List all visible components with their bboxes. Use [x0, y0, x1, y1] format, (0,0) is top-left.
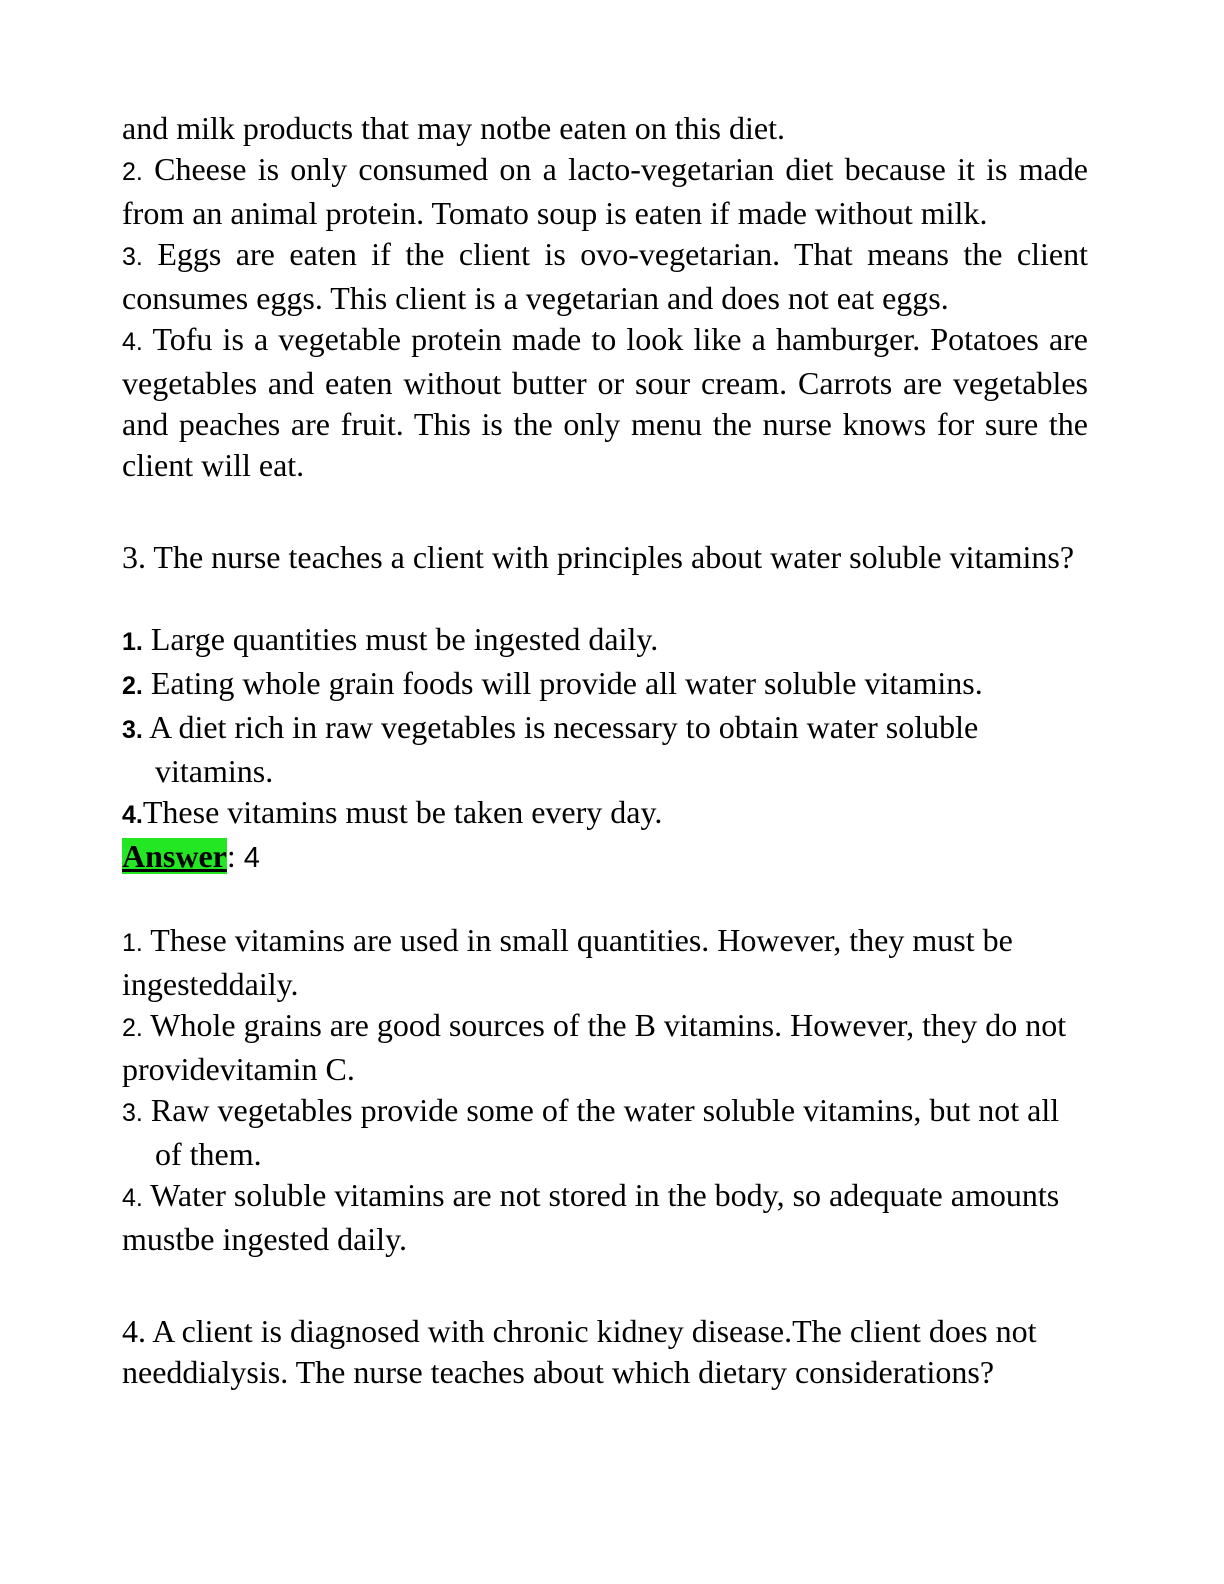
option-number: 2. [122, 672, 143, 700]
rationale-lead: and milk products that may notbe eaten on this diet. [122, 110, 785, 146]
option-text: A diet rich in raw vegetables is necessary to obtain water soluble vitamins. [149, 709, 979, 789]
answer-value: 4 [243, 842, 260, 874]
rationale-number: 3. [122, 1099, 143, 1127]
rationale-item [122, 920, 1088, 1005]
rationale-item [122, 149, 1088, 234]
spacer [122, 879, 1088, 920]
question-3-stem: 3. The nurse teaches a client with principles about water soluble vitamins? [122, 539, 1075, 575]
rationale-text: Tofu is a vegetable protein made to look like a hamburger. Potatoes are vegetables and eaten without butter or sour cream. Carrots are vegetables and peaches are fruit. This is the only menu the nurse knows for sure the client will eat. [122, 321, 1089, 483]
spacer [122, 578, 1088, 619]
rationale-number: 4. [122, 1184, 143, 1212]
option-number: 1. [122, 628, 143, 656]
rationale-number: 3. [122, 243, 143, 271]
rationale-text: Whole grains are good sources of the B vitamins. However, they do not providevitamin C. [122, 1007, 1067, 1087]
rationale-number: 4. [122, 328, 143, 356]
rationale-text: Eggs are eaten if the client is ovo-vegetarian. That means the client consumes eggs. This client is a vegetarian and does not eat eggs. [122, 236, 1088, 316]
answer-separator: : [226, 838, 236, 874]
spacer [122, 1260, 1088, 1311]
rationale-item [122, 1175, 1088, 1260]
rationale-item [122, 319, 1088, 486]
option-3 [122, 707, 1088, 792]
option-number: 4. [122, 801, 143, 829]
rationale-number: 2. [122, 158, 143, 186]
rationale-text: These vitamins are used in small quantities. However, they must be ingesteddaily. [122, 922, 1013, 1002]
option-text: Eating whole grain foods will provide all water soluble vitamins. [150, 665, 983, 701]
rationale-text: Water soluble vitamins are not stored in the body, so adequate amounts mustbe ingested daily. [122, 1177, 1060, 1257]
rationale-text: Raw vegetables provide some of the water soluble vitamins, but not all of them. [150, 1092, 1060, 1172]
rationale-text: Cheese is only consumed on a lacto-vegetarian diet because it is made from an animal protein. Tomato soup is eaten if made without milk. [122, 151, 1089, 231]
option-text: Large quantities must be ingested daily. [150, 621, 659, 657]
answer-label: Answer [122, 838, 227, 874]
option-number: 3. [122, 716, 143, 744]
rationale-item [122, 1090, 1088, 1175]
option-1 [122, 619, 1088, 663]
question-4-stem: 4. A client is diagnosed with chronic kidney disease.The client does not needdialysis. The nurse teaches about which dietary considerations? [122, 1313, 1037, 1390]
option-2 [122, 663, 1088, 707]
option-text: These vitamins must be taken every day. [142, 794, 663, 830]
document-page [122, 108, 1088, 1393]
option-4 [122, 792, 1088, 836]
spacer [122, 486, 1088, 537]
rationale-item [122, 1005, 1088, 1090]
rationale-number: 1. [122, 929, 143, 957]
rationale-item [122, 234, 1088, 319]
answer-line [122, 836, 1088, 879]
rationale-number: 2. [122, 1014, 143, 1042]
